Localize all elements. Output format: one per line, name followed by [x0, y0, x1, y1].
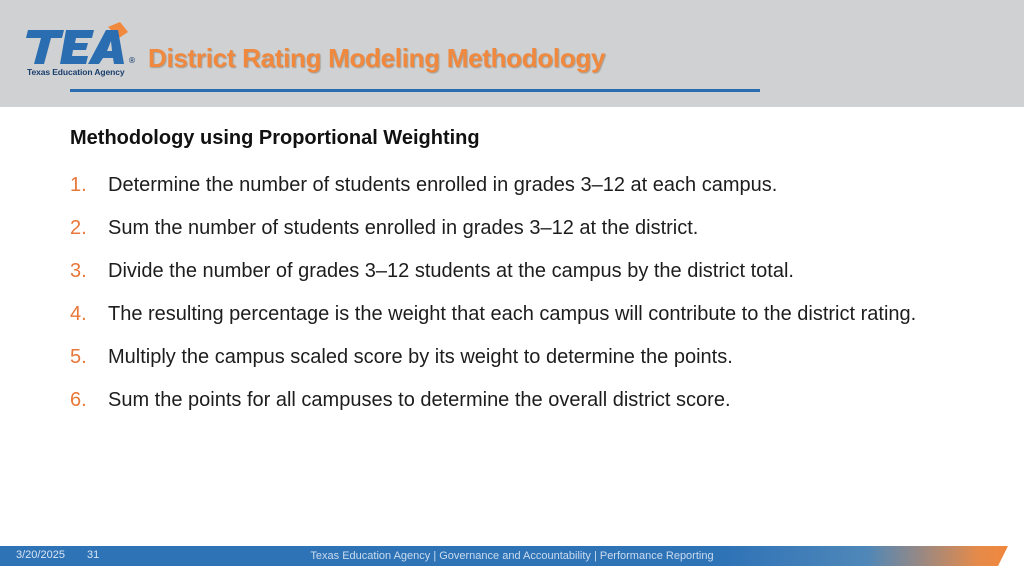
- step-text: The resulting percentage is the weight that each campus will contribute to the district rating.: [108, 303, 917, 325]
- footer-organization: Texas Education Agency | Governance and Accountability | Performance Reporting: [310, 550, 714, 562]
- steps-list: [70, 170, 950, 428]
- footer-page-number: 31: [87, 549, 100, 561]
- logo-subtitle: Texas Education Agency: [27, 67, 125, 77]
- step-text: Sum the points for all campuses to determine the overall district score.: [108, 389, 731, 411]
- step-text: Divide the number of grades 3–12 students at the campus by the district total.: [108, 260, 794, 282]
- step-number: 2.: [70, 217, 87, 239]
- header-band: [0, 0, 1024, 107]
- tea-logo[interactable]: [24, 22, 142, 82]
- footer-date: 3/20/2025: [16, 549, 65, 561]
- step-text: Determine the number of students enrolled in grades 3–12 at each campus.: [108, 174, 778, 196]
- step-text: Multiply the campus scaled score by its weight to determine the points.: [108, 346, 733, 368]
- step-item-6: [70, 385, 950, 416]
- step-number: 5.: [70, 346, 87, 368]
- page-title: District Rating Modeling Methodology: [148, 43, 606, 73]
- registered-mark: ®: [128, 56, 136, 65]
- step-item-3: [70, 256, 950, 287]
- step-number: 3.: [70, 260, 87, 282]
- step-item-2: [70, 213, 950, 244]
- step-text: Sum the number of students enrolled in grades 3–12 at the district.: [108, 217, 699, 239]
- step-number: 1.: [70, 174, 87, 196]
- title-rule: [70, 89, 760, 92]
- step-number: 6.: [70, 389, 87, 411]
- step-item-4: [70, 299, 950, 330]
- step-item-1: [70, 170, 950, 201]
- step-item-5: [70, 342, 950, 373]
- tea-logo-icon: [24, 22, 142, 68]
- step-number: 4.: [70, 303, 87, 325]
- section-heading: Methodology using Proportional Weighting: [70, 127, 480, 149]
- footer: [0, 546, 1024, 576]
